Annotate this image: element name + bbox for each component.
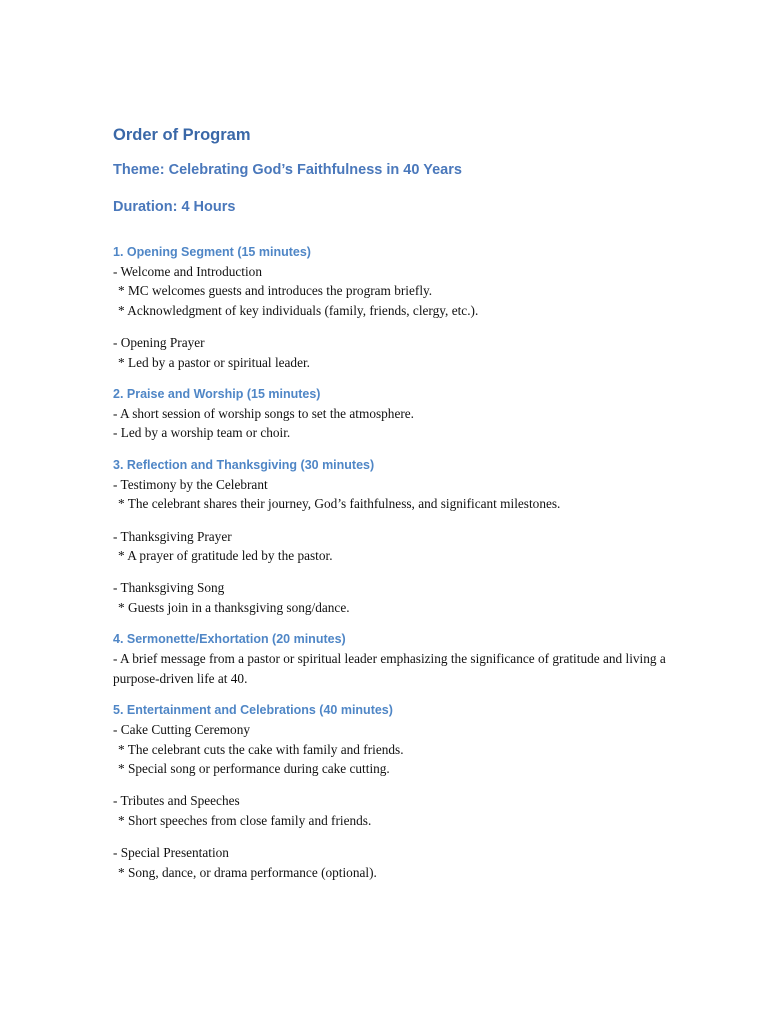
sub-item: * The celebrant shares their journey, God’s faithfulness, and significant milestones. xyxy=(118,496,561,512)
sub-item: * Special song or performance during cake cutting. xyxy=(118,760,390,776)
sub-item: * Led by a pastor or spiritual leader. xyxy=(118,354,311,370)
sub-item: * Song, dance, or drama performance (optional). xyxy=(118,864,377,880)
section-opening-segment xyxy=(113,243,673,372)
section-heading: 3. Reflection and Thanksgiving (30 minutes) xyxy=(113,457,375,472)
section-heading: 5. Entertainment and Celebrations (40 minutes) xyxy=(113,703,393,718)
sub-item: * Guests join in a thanksgiving song/dance. xyxy=(118,599,350,615)
list-item: - Thanksgiving Song xyxy=(113,580,225,596)
list-item: - Opening Prayer xyxy=(113,335,205,351)
sub-item: * Acknowledgment of key individuals (family, friends, clergy, etc.). xyxy=(118,302,479,318)
sub-item: * Short speeches from close family and friends. xyxy=(118,812,372,828)
section-reflection-thanksgiving xyxy=(113,456,673,617)
list-item: - Welcome and Introduction xyxy=(113,264,262,279)
list-item: - A short session of worship songs to set the atmosphere. xyxy=(113,406,415,422)
list-item: - Testimony by the Celebrant xyxy=(113,476,268,492)
sub-item: * MC welcomes guests and introduces the program briefly. xyxy=(118,283,433,299)
list-item: - Thanksgiving Prayer xyxy=(113,528,232,544)
section-heading: 1. Opening Segment (15 minutes) xyxy=(113,245,311,259)
list-item: - Cake Cutting Ceremony xyxy=(113,722,251,738)
section-praise-worship xyxy=(113,385,673,443)
sub-item: * A prayer of gratitude led by the pastor. xyxy=(118,548,333,564)
list-item: - Special Presentation xyxy=(113,845,229,861)
section-heading: 2. Praise and Worship (15 minutes) xyxy=(113,387,321,402)
list-item: - A brief message from a pastor or spiritual leader emphasizing the significance of gratitude and living a purpose-driven life at 40. xyxy=(113,651,666,686)
document-page xyxy=(113,124,673,882)
duration-heading: Duration: 4 Hours xyxy=(113,199,236,215)
list-item: - Led by a worship team or choir. xyxy=(113,425,291,441)
section-heading: 4. Sermonette/Exhortation (20 minutes) xyxy=(113,632,346,647)
document-title: Order of Program xyxy=(113,126,251,144)
theme-heading: Theme: Celebrating God’s Faithfulness in 40 Years xyxy=(113,162,462,178)
section-entertainment xyxy=(113,701,673,882)
sub-item: * The celebrant cuts the cake with family and friends. xyxy=(118,741,404,757)
section-sermonette xyxy=(113,630,673,688)
list-item: - Tributes and Speeches xyxy=(113,793,240,809)
